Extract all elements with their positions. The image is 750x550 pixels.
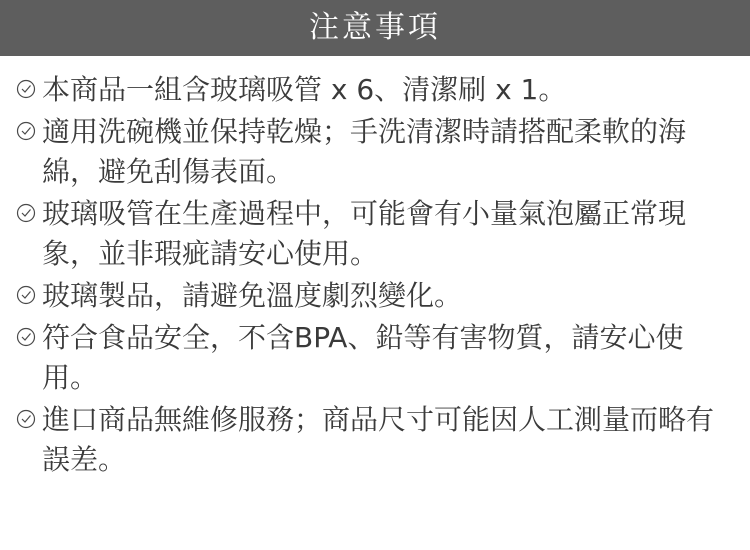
list-item xyxy=(16,194,734,274)
list-item-text: 本商品一組含玻璃吸管 x 6、清潔刷 x 1。 xyxy=(42,73,567,106)
list-item xyxy=(16,70,734,110)
list-item-text: 符合食品安全，不含BPA、鉛等有害物質，請安心使用。 xyxy=(42,321,684,394)
check-circle-outline-icon xyxy=(16,318,42,347)
check-circle-outline-icon xyxy=(16,70,42,99)
list-item-text: 進口商品無維修服務；商品尺寸可能因人工測量而略有誤差。 xyxy=(42,403,715,476)
check-circle-outline-icon xyxy=(16,400,42,429)
check-circle-outline-icon xyxy=(16,276,42,305)
list-item xyxy=(16,112,734,192)
check-circle-outline-icon xyxy=(16,112,42,141)
list-item xyxy=(16,318,734,398)
list-item xyxy=(16,400,734,480)
list-item xyxy=(16,276,734,316)
list-item-text: 玻璃製品，請避免溫度劇烈變化。 xyxy=(42,279,463,312)
list-item-text: 適用洗碗機並保持乾燥；手洗清潔時請搭配柔軟的海綿，避免刮傷表面。 xyxy=(42,115,687,188)
list-item-text: 玻璃吸管在生產過程中，可能會有小量氣泡屬正常現象，並非瑕疵請安心使用。 xyxy=(42,197,687,270)
page-title: 注意事項 xyxy=(0,0,750,56)
check-circle-outline-icon xyxy=(16,194,42,223)
notice-list xyxy=(0,56,750,550)
